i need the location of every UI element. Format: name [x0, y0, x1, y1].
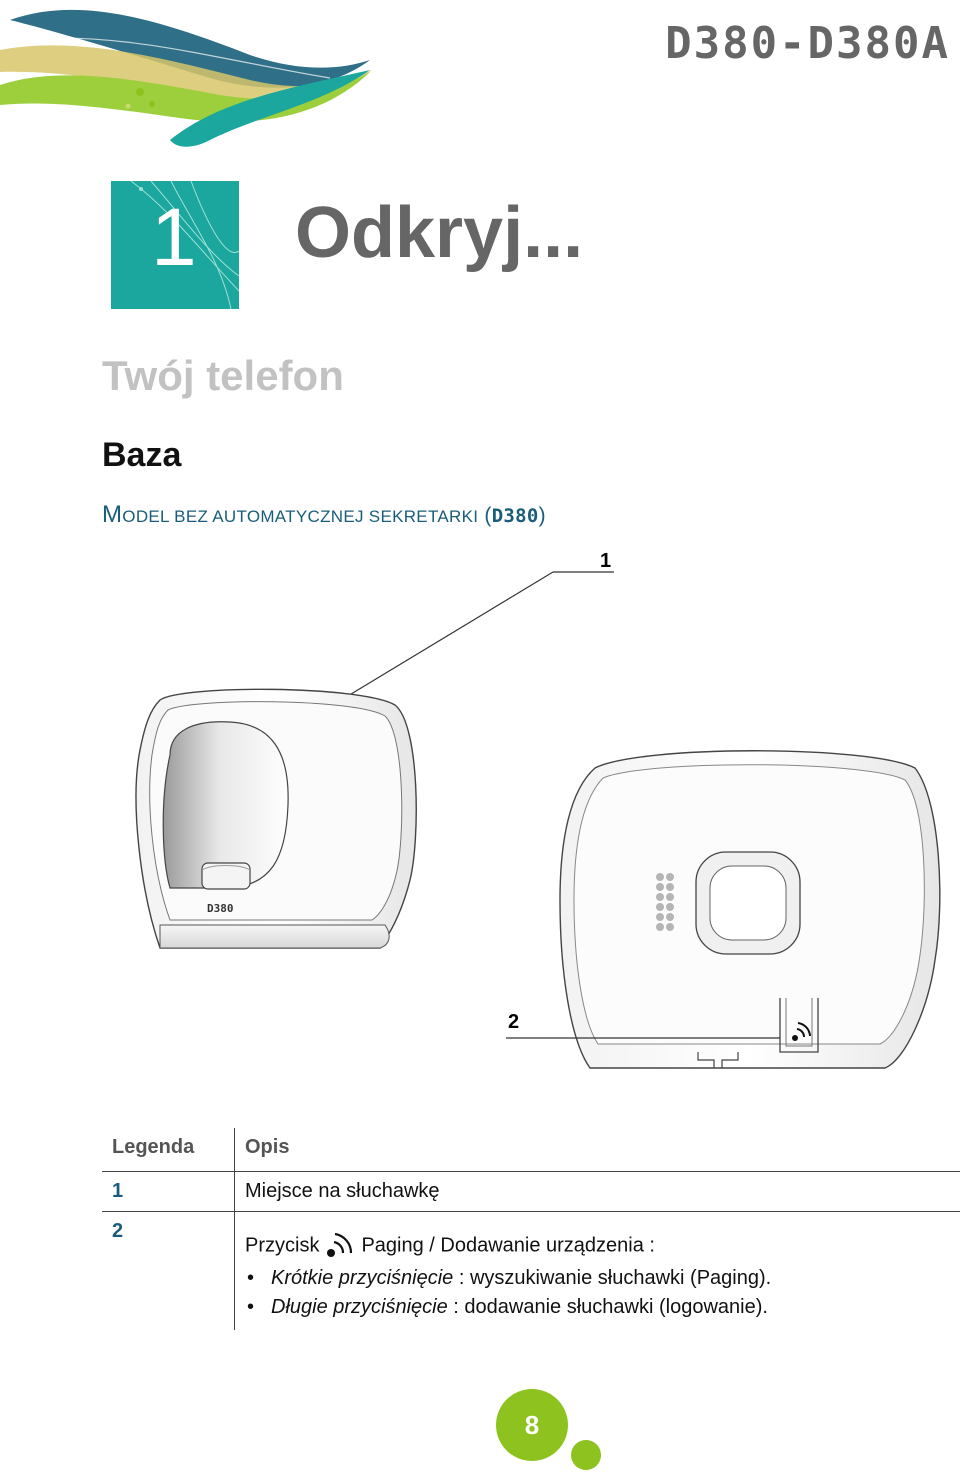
description-cell: Miejsce na słuchawkę [235, 1172, 960, 1212]
list-item [245, 1293, 950, 1322]
model-line [102, 501, 546, 529]
description-cell [235, 1212, 960, 1331]
base-front-label: D380 [207, 902, 234, 915]
table-row [102, 1212, 960, 1331]
list-item [245, 1264, 950, 1293]
chapter-number: 1 [151, 192, 197, 283]
legend-cell: 1 [102, 1172, 235, 1212]
bullet-text: : wyszukiwanie słuchawki (Paging). [453, 1267, 772, 1289]
callout-leader-1 [328, 572, 553, 708]
callout-number-2: 2 [508, 1011, 520, 1033]
section-title: Twój telefon [102, 352, 344, 399]
description-prefix: Przycisk [245, 1234, 320, 1257]
subsection-title: Baza [102, 436, 182, 474]
bullet-text: : dodawanie słuchawki (logowanie). [447, 1296, 768, 1318]
description-suffix: Paging / Dodawanie urządzenia : [361, 1234, 655, 1257]
callout-number-1: 1 [600, 550, 612, 572]
model-line-code: D380 [491, 505, 539, 527]
base-rear-view [560, 751, 940, 1068]
legend-table [102, 1128, 960, 1330]
legend-header: Legenda [112, 1136, 195, 1158]
bullet-term: Krótkie przyciśnięcie [271, 1267, 454, 1289]
model-line-open-paren: ( [478, 504, 492, 527]
base-station-illustration [0, 540, 960, 1080]
base-front-view [136, 689, 416, 948]
description-bullets [245, 1264, 950, 1322]
model-line-initial: M [102, 501, 123, 528]
description-header: Opis [235, 1128, 960, 1172]
page-decoration-dot [571, 1440, 601, 1470]
header-swoosh-decoration [0, 0, 380, 160]
page-number: 8 [524, 1409, 540, 1440]
page-number-badge [496, 1389, 568, 1461]
model-line-text: ODEL BEZ AUTOMATYCZNEJ SEKRETARKI [122, 507, 479, 526]
chapter-number-box [111, 181, 239, 309]
table-row [102, 1172, 960, 1212]
model-line-close-paren: ) [538, 504, 546, 527]
model-code-header: D380-D380A [665, 18, 950, 69]
bullet-term: Długie przyciśnięcie [271, 1296, 448, 1318]
legend-cell: 2 [102, 1212, 235, 1331]
chapter-title: Odkryj... [295, 193, 584, 273]
paging-wave-icon [325, 1232, 355, 1260]
